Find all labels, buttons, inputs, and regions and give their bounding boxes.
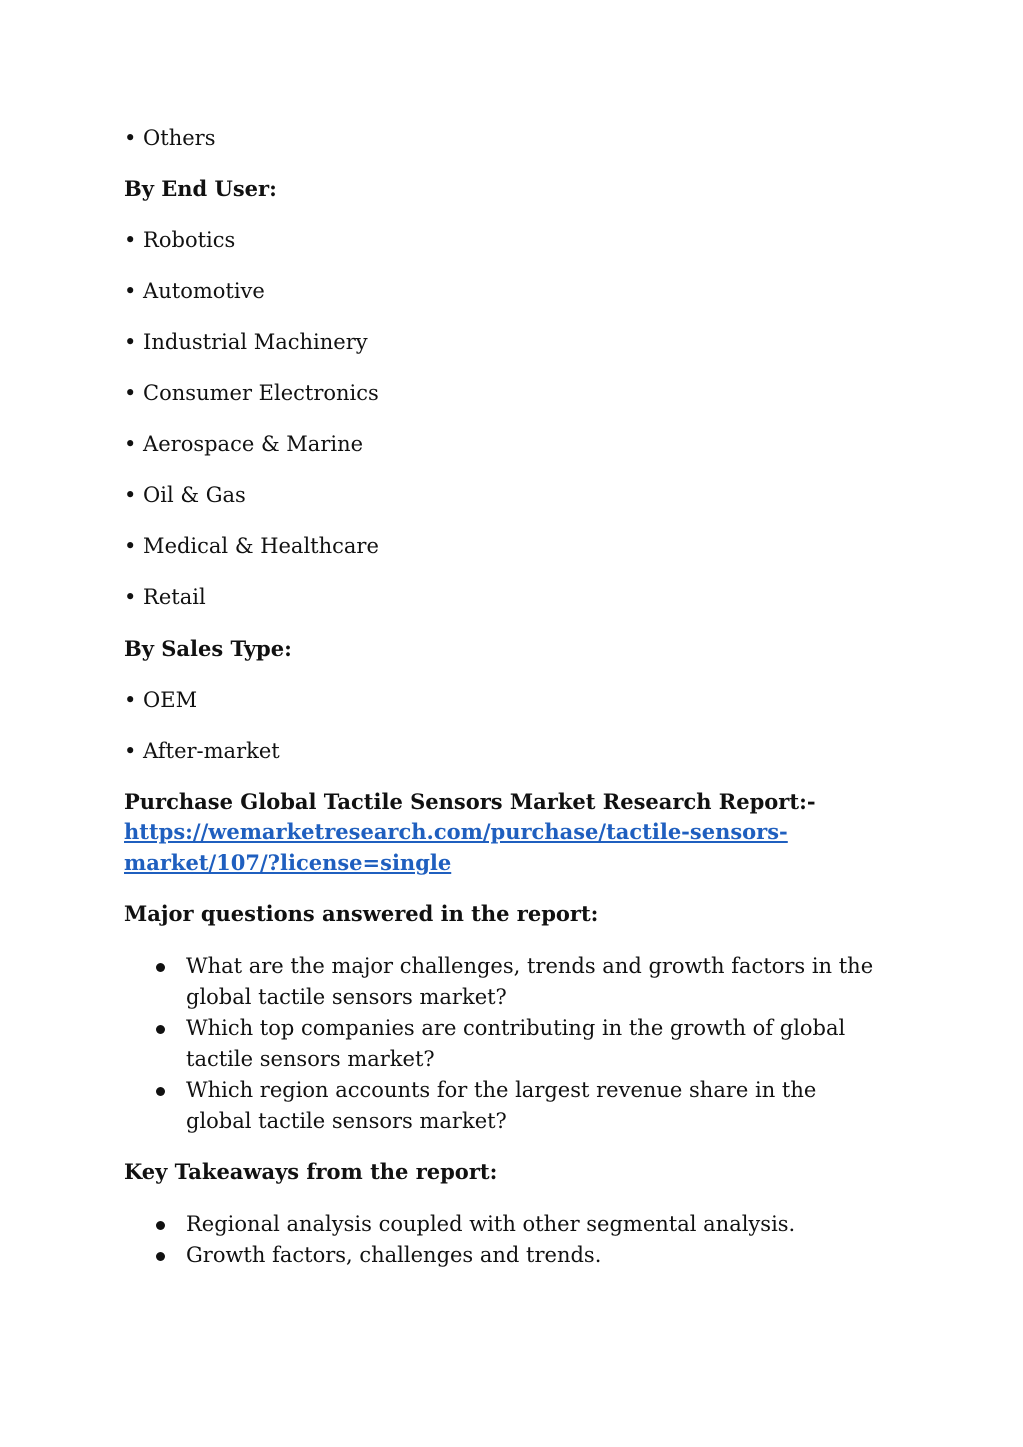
question-text: Which top companies are contributing in the growth of global tactile sensors market? xyxy=(186,1016,846,1071)
list-item xyxy=(124,1209,884,1240)
bullet-icon xyxy=(156,1252,165,1261)
list-item-robotics: • Robotics xyxy=(124,228,236,252)
heading-purchase-report: Purchase Global Tactile Sensors Market Research Report:- xyxy=(124,789,816,814)
list-item-after-market: • After-market xyxy=(124,739,280,763)
bullet-icon xyxy=(156,963,165,972)
heading-by-sales-type: By Sales Type: xyxy=(124,636,292,661)
list-item-medical-healthcare: • Medical & Healthcare xyxy=(124,534,379,558)
bullet-icon xyxy=(156,1087,165,1096)
list-item-others: • Others xyxy=(124,126,216,150)
heading-key-takeaways: Key Takeaways from the report: xyxy=(124,1159,498,1184)
list-item xyxy=(124,951,884,1013)
list-item-automotive: • Automotive xyxy=(124,279,265,303)
list-item-oem: • OEM xyxy=(124,688,198,712)
bullet-icon xyxy=(156,1221,165,1230)
list-item-aerospace-marine: • Aerospace & Marine xyxy=(124,432,364,456)
takeaways-list xyxy=(124,1209,884,1271)
list-item-industrial-machinery: • Industrial Machinery xyxy=(124,330,368,354)
list-item xyxy=(124,1013,884,1075)
list-item xyxy=(124,1240,884,1271)
question-text: What are the major challenges, trends and growth factors in the global tactile sensors market? xyxy=(186,954,874,1009)
purchase-link-line-1[interactable]: https://wemarketresearch.com/purchase/tactile-sensors- xyxy=(124,819,788,844)
purchase-link-line-2[interactable]: market/107/?license=single xyxy=(124,850,452,875)
list-item-oil-gas: • Oil & Gas xyxy=(124,483,246,507)
takeaway-text: Regional analysis coupled with other segmental analysis. xyxy=(186,1212,796,1236)
list-item-consumer-electronics: • Consumer Electronics xyxy=(124,381,379,405)
question-text: Which region accounts for the largest revenue share in the global tactile sensors market? xyxy=(186,1078,817,1133)
heading-major-questions: Major questions answered in the report: xyxy=(124,901,599,926)
bullet-icon xyxy=(156,1025,165,1034)
heading-by-end-user: By End User: xyxy=(124,176,277,201)
questions-list xyxy=(124,951,884,1137)
takeaway-text: Growth factors, challenges and trends. xyxy=(186,1243,602,1267)
list-item-retail: • Retail xyxy=(124,585,206,609)
list-item xyxy=(124,1075,884,1137)
